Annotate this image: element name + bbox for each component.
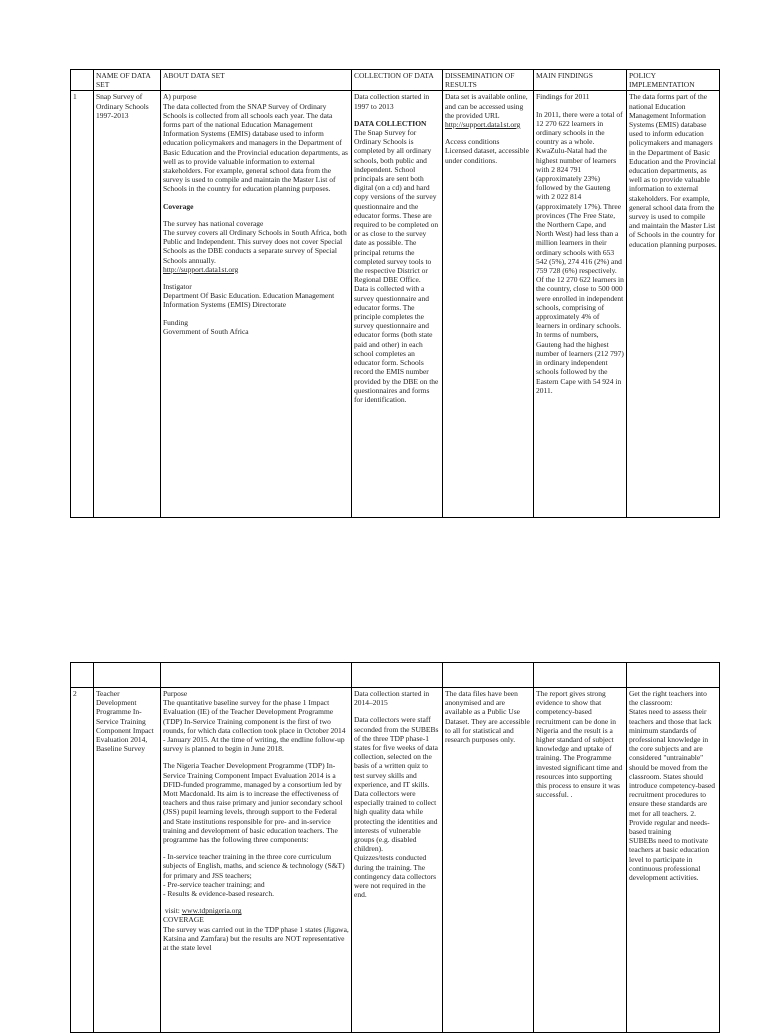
findings-text: The report gives strong evidence to show that competency-based recruitment can be done in Nigeria and the result is a higher standard of subject knowledge and uptake of training. The Programme invested significant time and resources into supporting this process to ensure it was successful. . xyxy=(536,689,623,800)
programme-components: - In-service teacher training in the three core curriculum subjects of English, maths, and science & technology (S&T) for primary and JSS teachers; - Pre-service teacher training; and - Results & evidence-based research. xyxy=(163,852,345,899)
collection-text: Data collectors were staff seconded from the SUBEBs of the three TDP phase-1 states for five weeks of data collection, selected on the basis of a written quiz to test survey skills and experience, and IT skills. Data collectors were especially trained to collect high quality data while protecting the identities and interests of vulnerable groups (e.g. disabled children). Quizzes/tests conducted during the training. The contingency data collectors were not required in the end. xyxy=(354,715,439,900)
purpose-heading: A) purpose xyxy=(163,92,197,102)
row-number: 2 xyxy=(71,688,94,1033)
header-cell xyxy=(161,663,352,688)
visit-link[interactable]: www.tdpnigeria.org xyxy=(181,906,242,916)
purpose-text: The data collected from the SNAP Survey of Ordinary Schools is collected from all schools each year. The data forms part of the national Education Management Information Systems (EMIS) database used to inform education policymakers and managers in the Department of Basic Education and the Provincial education departments, as well as to provide valuable information to external stakeholders. For example, general school data from the survey is used to compile and maintain the Master List of Schools in the country for education planning purposes. xyxy=(163,101,348,194)
funding-text: Government of South Africa xyxy=(163,326,249,336)
purpose-text: The quantitative baseline survey for the phase 1 Impact Evaluation (IE) of the Teacher Development Programme (TDP) In-Service Training component is the first of two rounds, for which data collection took place in October 2014 - January 2015. At the time of writing, the endline follow-up survey is planned to begin in June 2018. xyxy=(163,698,346,754)
coverage-heading: Coverage xyxy=(163,201,194,211)
policy-text: Get the right teachers into the classroom: States need to assess their teachers and those that lack minimum standards of professional knowledge in the core subjects and are considered "untrainable" should be moved from the classroom. States should introduce competency-based recruitment procedures to ensure these standards are met for all teachers. 2. Provide regular and needs-based training SUBEBs need to motivate teachers at basic education level to participate in continuous professional development activities. xyxy=(629,689,716,883)
header-cell xyxy=(443,663,534,688)
data-collection-heading: DATA COLLECTION xyxy=(354,118,427,128)
instigator-heading: Instigator xyxy=(163,282,192,292)
collection-intro: Data collection started in 1997 to 2013 xyxy=(354,92,430,111)
coverage-heading: COVERAGE xyxy=(163,915,204,925)
header-main-findings: MAIN FINDINGS xyxy=(534,70,627,91)
access-conditions: Access conditions Licensed dataset, accessible under conditions. xyxy=(445,137,529,165)
main-findings-cell xyxy=(534,91,627,518)
policy-text: The data forms part of the national Education Management Information Systems (EMIS) database used to inform education policymakers and managers in the Department of Basic Education and the Provincial education departments, as well as to provide valuable information to external stakeholders. For example, general school data from the survey is used to compile and maintain the Master List of Schools in the country for education planning purposes. xyxy=(629,92,717,249)
data-set-table-2 xyxy=(70,662,720,1033)
findings-text: In 2011, there were a total of 12 270 622 learners in ordinary schools in the country as a whole. KwaZulu-Natal had the highest number of learners with 2 824 791 (approximately 23%) followed by the Gauteng with 2 022 814 (approximately 17%). Three provinces (The Free State, the Northern Cape, and North West) had less than a million learners in their ordinary schools with 653 542 (5%), 274 416 (2%) and 759 728 (6%) respectively. Of the 12 270 622 learners in the country, close to 500 000 were enrolled in independent schools, comprising of approximately 4% of learners in ordinary schools. In terms of numbers, Gauteng had the highest number of learners (212 797) in ordinary independent schools followed by the Eastern Cape with 54 924 in 2011. xyxy=(536,109,624,395)
collection-of-data-cell xyxy=(352,91,443,518)
data-set-table-1 xyxy=(70,69,720,518)
header-cell xyxy=(71,663,94,688)
collection-text: The Snap Survey for Ordinary Schools is completed by all ordinary schools, both public and independent. School principals are sent both digital (on a cd) and hard copy versions of the survey questionnaire and the educator forms. These are required to be completed on or as close to the survey date as possible. The principal returns the completed survey tools to the respective District or Regional DBE Office. Data is collected with a survey questionnaire and educator forms. The principle completes the survey questionnaire and educator forms (both state paid and other) in each school completes an educator form. Schools record the EMIS number provided by the DBE on the questionnaires and forms for identification. xyxy=(354,128,439,404)
data-set-name: Snap Survey of Ordinary Schools 1997-2013 xyxy=(94,91,161,518)
collection-intro: Data collection started in 2014–2015 xyxy=(354,689,430,708)
header-number xyxy=(71,70,94,91)
policy-implementation-cell xyxy=(627,91,720,518)
dissemination-cell xyxy=(443,688,534,1033)
header-about-data-set: ABOUT DATA SET xyxy=(161,70,352,91)
instigator-text: Department Of Basic Education. Education Management Information Systems (EMIS) Directorate xyxy=(163,291,335,310)
header-dissemination-of-results: DISSEMINATION OF RESULTS xyxy=(443,70,534,91)
dissemination-text: Data set is available online, and can be accessed using the provided URL xyxy=(445,92,528,120)
table-row xyxy=(71,688,720,1033)
header-cell xyxy=(352,663,443,688)
data-set-name: Teacher Development Programme In-Service Training Component Impact Evaluation 2014, Baseline Survey xyxy=(94,688,161,1033)
table-header-row xyxy=(71,663,720,688)
dissemination-text: The data files have been anonymised and are available as a Public Use Dataset. They are accessible to all for statistical and research purposes only. xyxy=(445,689,530,745)
coverage-text: The survey has national coverage The survey covers all Ordinary Schools in South Africa, both Public and Independent. This survey does not cover Special Schools as the DBE conducts a separate survey of Special Schools annually. xyxy=(163,218,347,265)
header-cell xyxy=(534,663,627,688)
header-cell xyxy=(627,663,720,688)
header-collection-of-data: COLLECTION OF DATA xyxy=(352,70,443,91)
dissemination-cell xyxy=(443,91,534,518)
findings-heading: Findings for 2011 xyxy=(536,92,590,102)
programme-description: The Nigeria Teacher Development Programme (TDP) In-Service Training Component Impact Evaluation 2014 is a DFID-funded programme, managed by a consortium led by Mott Macdonald. Its aim is to increase the effectiveness of teachers and thus raise primary and junior secondary school (JSS) pupil learning levels, through support to the Federal and State institutions responsible for pre- and in-service training and development of basic education teachers. The programme has the following three components: xyxy=(163,761,343,845)
about-data-set-cell xyxy=(161,91,352,518)
main-findings-cell xyxy=(534,688,627,1033)
funding-heading: Funding xyxy=(163,317,189,327)
purpose-heading: Purpose xyxy=(163,689,188,698)
table-row xyxy=(71,91,720,518)
header-name-of-data-set: NAME OF DATA SET xyxy=(94,70,161,91)
header-policy-implementation: POLICY IMPLEMENTATION xyxy=(627,70,720,91)
row-number: 1 xyxy=(71,91,94,518)
about-data-set-cell xyxy=(161,688,352,1033)
table-header-row xyxy=(71,70,720,91)
coverage-text: The survey was carried out in the TDP phase 1 states (Jigawa, Katsina and Zamfara) but the results are NOT representative at the state level xyxy=(163,924,349,953)
coverage-link[interactable]: http://support.data1st.org xyxy=(163,264,239,274)
visit-line xyxy=(163,906,349,915)
collection-of-data-cell xyxy=(352,688,443,1033)
header-cell xyxy=(94,663,161,688)
policy-implementation-cell xyxy=(627,688,720,1033)
visit-prefix: visit: xyxy=(164,906,182,916)
dissemination-link[interactable]: http://support.data1st.org xyxy=(445,120,521,130)
